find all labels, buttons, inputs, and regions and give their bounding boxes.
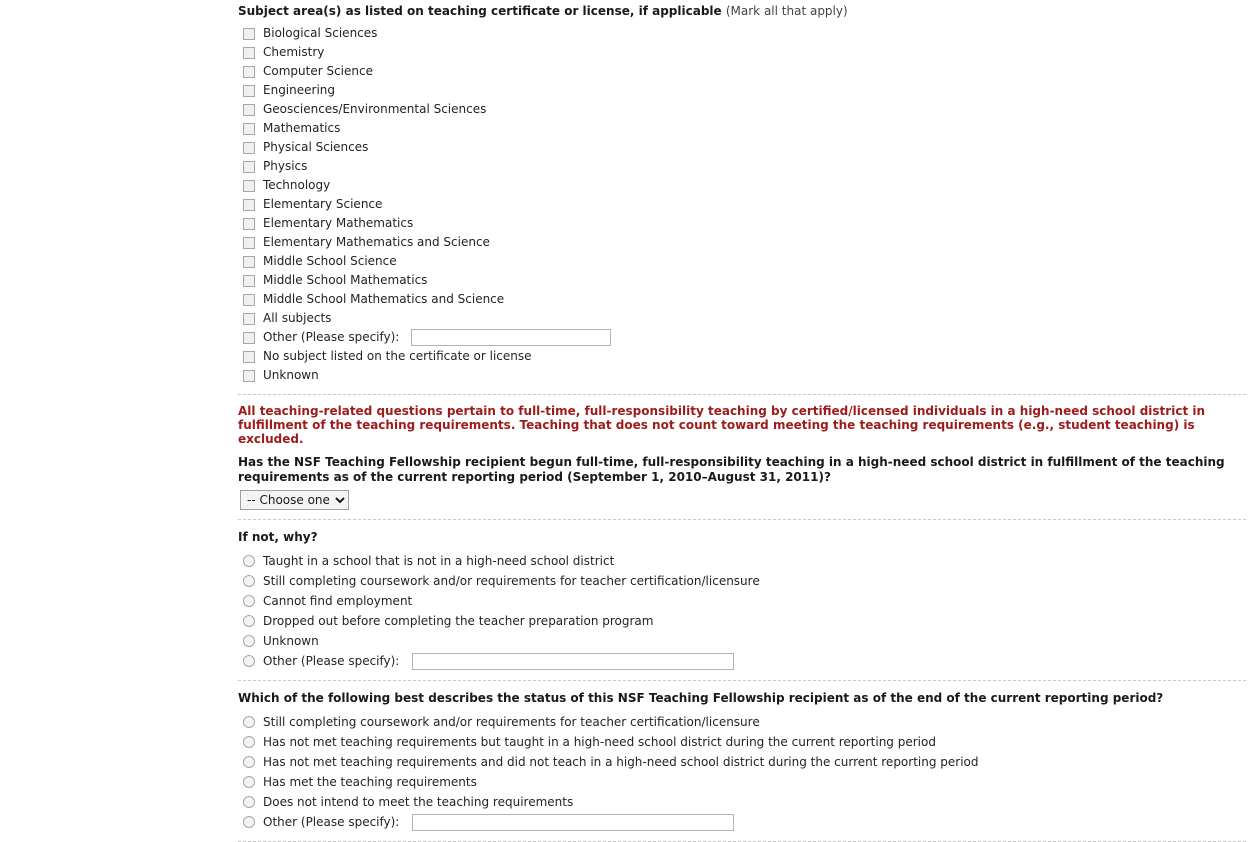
list-item[interactable] <box>238 611 1246 631</box>
divider <box>238 394 1246 395</box>
radio-icon[interactable] <box>243 555 255 567</box>
list-item[interactable] <box>238 195 1246 214</box>
list-item[interactable] <box>238 551 1246 571</box>
option-label: Has not met teaching requirements but taught in a high-need school district during the current reporting period <box>263 735 936 749</box>
list-item[interactable] <box>238 233 1246 252</box>
checkbox-icon[interactable] <box>243 161 255 173</box>
option-label: Engineering <box>263 83 335 97</box>
option-label: Middle School Science <box>263 254 397 268</box>
list-item[interactable] <box>238 651 1246 671</box>
option-label: Computer Science <box>263 64 373 78</box>
status-other-input[interactable] <box>412 814 734 831</box>
checkbox-icon[interactable] <box>243 332 255 344</box>
list-item[interactable] <box>238 252 1246 271</box>
status-section-title: Which of the following best describes the status of this NSF Teaching Fellowship recipient as of the end of the current reporting period? <box>238 691 1164 705</box>
begun-teaching-question: Has the NSF Teaching Fellowship recipient begun full-time, full-responsibility teaching in a high-need school district in fulfillment of the teaching requirements as of the current reporting period (September 1, 2010–August 31, 2011)? <box>238 455 1225 484</box>
option-label: Still completing coursework and/or requirements for teacher certification/licensure <box>263 715 760 729</box>
list-item[interactable] <box>238 309 1246 328</box>
list-item[interactable] <box>238 812 1246 832</box>
form-content <box>238 4 1246 842</box>
checkbox-icon[interactable] <box>243 237 255 249</box>
radio-icon[interactable] <box>243 796 255 808</box>
option-label: Unknown <box>263 634 319 648</box>
option-label: Middle School Mathematics <box>263 273 428 287</box>
option-label: Has met the teaching requirements <box>263 775 477 789</box>
checkbox-icon[interactable] <box>243 294 255 306</box>
checkbox-icon[interactable] <box>243 313 255 325</box>
checkbox-icon[interactable] <box>243 218 255 230</box>
list-item[interactable] <box>238 328 1246 347</box>
option-label: Elementary Science <box>263 197 383 211</box>
option-label: Geosciences/Environmental Sciences <box>263 102 487 116</box>
checkbox-icon[interactable] <box>243 256 255 268</box>
list-item[interactable] <box>238 43 1246 62</box>
option-label: Elementary Mathematics and Science <box>263 235 490 249</box>
option-label: Physical Sciences <box>263 140 369 154</box>
option-label: Unknown <box>263 368 319 382</box>
radio-icon[interactable] <box>243 756 255 768</box>
checkbox-icon[interactable] <box>243 199 255 211</box>
option-label: Other (Please specify): <box>263 330 400 344</box>
checkbox-icon[interactable] <box>243 47 255 59</box>
checkbox-icon[interactable] <box>243 28 255 40</box>
radio-icon[interactable] <box>243 635 255 647</box>
option-label: Technology <box>263 178 331 192</box>
list-item[interactable] <box>238 214 1246 233</box>
list-item[interactable] <box>238 792 1246 812</box>
checkbox-icon[interactable] <box>243 180 255 192</box>
list-item[interactable] <box>238 157 1246 176</box>
option-label: Still completing coursework and/or requirements for teacher certification/licensure <box>263 574 760 588</box>
list-item[interactable] <box>238 81 1246 100</box>
list-item[interactable] <box>238 772 1246 792</box>
checkbox-icon[interactable] <box>243 142 255 154</box>
subject-area-title <box>238 4 1246 18</box>
option-label: Does not intend to meet the teaching requirements <box>263 795 574 809</box>
list-item[interactable] <box>238 138 1246 157</box>
list-item[interactable] <box>238 366 1246 385</box>
checkbox-icon[interactable] <box>243 123 255 135</box>
list-item[interactable] <box>238 176 1246 195</box>
checkbox-icon[interactable] <box>243 370 255 382</box>
option-label: No subject listed on the certificate or license <box>263 349 532 363</box>
radio-icon[interactable] <box>243 595 255 607</box>
list-item[interactable] <box>238 571 1246 591</box>
option-label: Dropped out before completing the teacher preparation program <box>263 614 654 628</box>
option-label: Taught in a school that is not in a high-need school district <box>263 554 615 568</box>
list-item[interactable] <box>238 591 1246 611</box>
if-not-why-radio-list <box>238 551 1246 671</box>
divider <box>238 519 1246 520</box>
subject-area-hint: (Mark all that apply) <box>725 4 848 18</box>
radio-icon[interactable] <box>243 575 255 587</box>
option-label: Cannot find employment <box>263 594 413 608</box>
subject-area-title-text: Subject area(s) as listed on teaching certificate or license, if applicable <box>238 4 722 18</box>
radio-icon[interactable] <box>243 615 255 627</box>
checkbox-icon[interactable] <box>243 351 255 363</box>
begun-teaching-select[interactable] <box>240 490 349 510</box>
if-not-why-other-input[interactable] <box>412 653 734 670</box>
option-label: Physics <box>263 159 308 173</box>
option-label: Biological Sciences <box>263 26 378 40</box>
option-label: All subjects <box>263 311 332 325</box>
option-label: Has not met teaching requirements and did not teach in a high-need school district during the current reporting period <box>263 755 979 769</box>
subject-other-input[interactable] <box>411 329 611 346</box>
checkbox-icon[interactable] <box>243 66 255 78</box>
radio-icon[interactable] <box>243 655 255 667</box>
list-item[interactable] <box>238 290 1246 309</box>
checkbox-icon[interactable] <box>243 104 255 116</box>
status-radio-list <box>238 712 1246 832</box>
option-label: Middle School Mathematics and Science <box>263 292 505 306</box>
radio-icon[interactable] <box>243 816 255 828</box>
option-label: Other (Please specify): <box>263 654 400 668</box>
if-not-why-title: If not, why? <box>238 530 318 544</box>
list-item[interactable] <box>238 62 1246 81</box>
radio-icon[interactable] <box>243 716 255 728</box>
option-label: Other (Please specify): <box>263 815 400 829</box>
list-item[interactable] <box>238 752 1246 772</box>
list-item[interactable] <box>238 712 1246 732</box>
radio-icon[interactable] <box>243 776 255 788</box>
list-item[interactable] <box>238 100 1246 119</box>
option-label: Mathematics <box>263 121 341 135</box>
list-item[interactable] <box>238 119 1246 138</box>
list-item[interactable] <box>238 24 1246 43</box>
radio-icon[interactable] <box>243 736 255 748</box>
begun-teaching-select-wrap <box>240 490 1246 510</box>
checkbox-icon[interactable] <box>243 275 255 287</box>
list-item[interactable] <box>238 347 1246 366</box>
option-label: Elementary Mathematics <box>263 216 414 230</box>
subject-area-checkbox-list <box>238 24 1246 385</box>
option-label: Chemistry <box>263 45 325 59</box>
teaching-requirements-notice: All teaching-related questions pertain to full-time, full-responsibility teaching by certified/licensed individuals in a high-need school district in fulfillment of the teaching requirements. Teaching that does not count toward meeting the teaching requirements (e.g., student teaching) is excluded. <box>238 404 1206 446</box>
list-item[interactable] <box>238 271 1246 290</box>
list-item[interactable] <box>238 631 1246 651</box>
divider <box>238 680 1246 681</box>
checkbox-icon[interactable] <box>243 85 255 97</box>
list-item[interactable] <box>238 732 1246 752</box>
